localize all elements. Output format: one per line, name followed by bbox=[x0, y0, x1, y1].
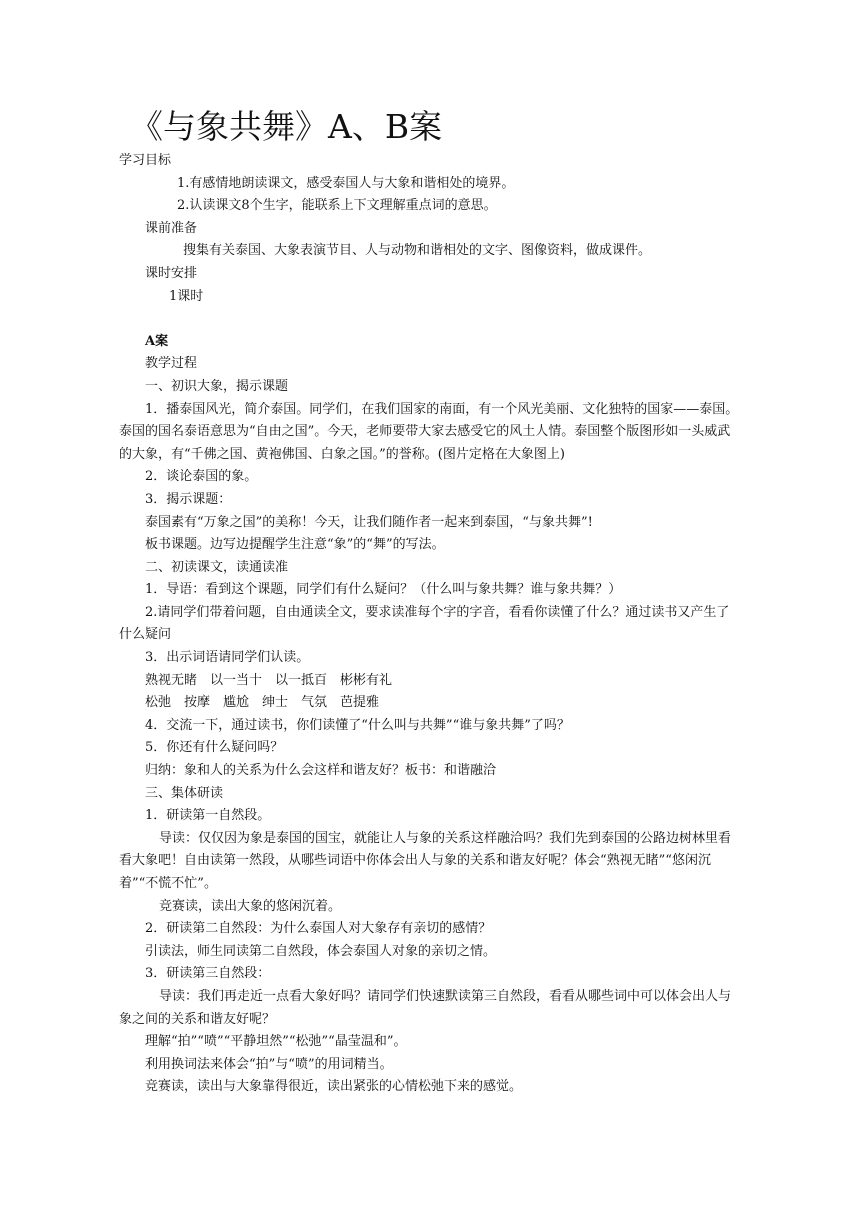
paragraph-3-3-understand: 理解“拍”“喷”“平静坦然”“松弛”“晶莹温和”。 bbox=[145, 1034, 407, 1050]
paragraph-3-1-reading: 竞赛读，读出大象的悠闲沉着。 bbox=[159, 898, 342, 914]
teaching-process-heading: 教学过程 bbox=[145, 356, 198, 372]
vocab-row-2: 松弛 按摩 尴尬 绅士 气氛 芭提雅 bbox=[145, 695, 380, 711]
document-title: 《与象共舞》A、B案 bbox=[130, 107, 443, 146]
paragraph-1-3-text: 泰国素有“万象之国”的美称！今天，让我们随作者一起来到泰国，“与象共舞”! bbox=[145, 514, 593, 530]
paragraph-1-1: 1．播泰国风光，简介泰国。同学们，在我们国家的南面，有一个风光美丽、文化独特的国家——泰国。泰国的国名泰语意思为“自由之国”。今天，老师要带大家去感受它的风土人情。泰国整个版图形如一头威武的大象，有“千佛之国、黄袍佛国、白象之国。”的誉称。(图片定格在大象图上) bbox=[119, 401, 739, 462]
paragraph-3-1-guide: 导读：仅仅因为象是泰国的国宝，就能让人与象的关系这样融洽吗？我们先到泰国的公路边树林里看看大象吧！自由读第一然段，从哪些词语中你体会出人与象的关系和谐友好呢？体会“熟视无睹”“悠闲沉着”“不慌不忙”。 bbox=[119, 830, 732, 891]
heading-preparation: 课前准备 bbox=[145, 220, 198, 236]
paragraph-3-2: 2．研读第二自然段：为什么泰国人对大象存有亲切的感情？ bbox=[145, 921, 492, 937]
section-a-heading: A案 bbox=[145, 333, 169, 349]
paragraph-3-3-guide: 导读：我们再走近一点看大象好吗？请同学们快速默读第三自然段，看看从哪些词中可以体会出人与象之间的关系和谐友好呢？ bbox=[119, 988, 732, 1027]
paragraph-3-2-method: 引读法，师生同读第二自然段，体会泰国人对象的亲切之情。 bbox=[145, 943, 497, 959]
spacer bbox=[119, 308, 739, 331]
paragraph-1-3-note: 板书课题。边写边提醒学生注意“象”的“舞”的写法。 bbox=[145, 537, 445, 553]
paragraph-2-4: 4．交流一下，通过读书，你们读懂了“什么叫与共舞”“谁与象共舞”了吗？ bbox=[145, 717, 570, 733]
goal-item-1: 1.有感情地朗读课文，感受泰国人与大象和谐相处的境界。 bbox=[177, 175, 515, 191]
paragraph-3-1: 1．研读第一自然段。 bbox=[145, 808, 271, 824]
paragraph-2-summary: 归纳：象和人的关系为什么会这样和谐友好？板书：和谐融洽 bbox=[145, 763, 497, 779]
heading-learning-goals: 学习目标 bbox=[119, 153, 172, 168]
part-3-heading: 三、集体研读 bbox=[145, 785, 224, 801]
paragraph-2-3: 3．出示词语请同学们认读。 bbox=[145, 650, 310, 666]
part-2-heading: 二、初读课文，读通读准 bbox=[145, 559, 289, 575]
paragraph-3-3-method: 利用换词法来体会“拍”与“喷”的用词精当。 bbox=[145, 1056, 393, 1072]
goal-item-2: 2.认读课文8个生字，能联系上下文理解重点词的意思。 bbox=[177, 198, 497, 214]
paragraph-3-3: 3．研读第三自然段： bbox=[145, 966, 271, 982]
part-1-heading: 一、初识大象，揭示课题 bbox=[145, 378, 289, 394]
paragraph-2-5: 5．你还有什么疑问吗？ bbox=[145, 740, 284, 756]
document-body bbox=[119, 150, 739, 1099]
vocab-row-1: 熟视无睹 以一当十 以一抵百 彬彬有礼 bbox=[145, 672, 393, 688]
paragraph-2-1: 1．导语：看到这个课题，同学们有什么疑问？（什么叫与象共舞？谁与象共舞？） bbox=[145, 582, 622, 598]
paragraph-2-2: 2.请同学们带着问题，自由通读全文，要求读准每个字的字音，看看你读懂了什么？通过读书又产生了什么疑问 bbox=[119, 604, 730, 643]
heading-schedule: 课时安排 bbox=[145, 265, 198, 281]
preparation-text: 搜集有关泰国、大象表演节目、人与动物和谐相处的文字、图像资料，做成课件。 bbox=[183, 243, 652, 259]
paragraph-3-3-reading: 竞赛读，读出与大象靠得很近，读出紧张的心情松弛下来的感觉。 bbox=[145, 1079, 523, 1095]
schedule-text: 1课时 bbox=[169, 288, 204, 304]
paragraph-1-2: 2．谈论泰国的象。 bbox=[145, 469, 258, 485]
paragraph-1-3: 3．揭示课题： bbox=[145, 491, 232, 507]
